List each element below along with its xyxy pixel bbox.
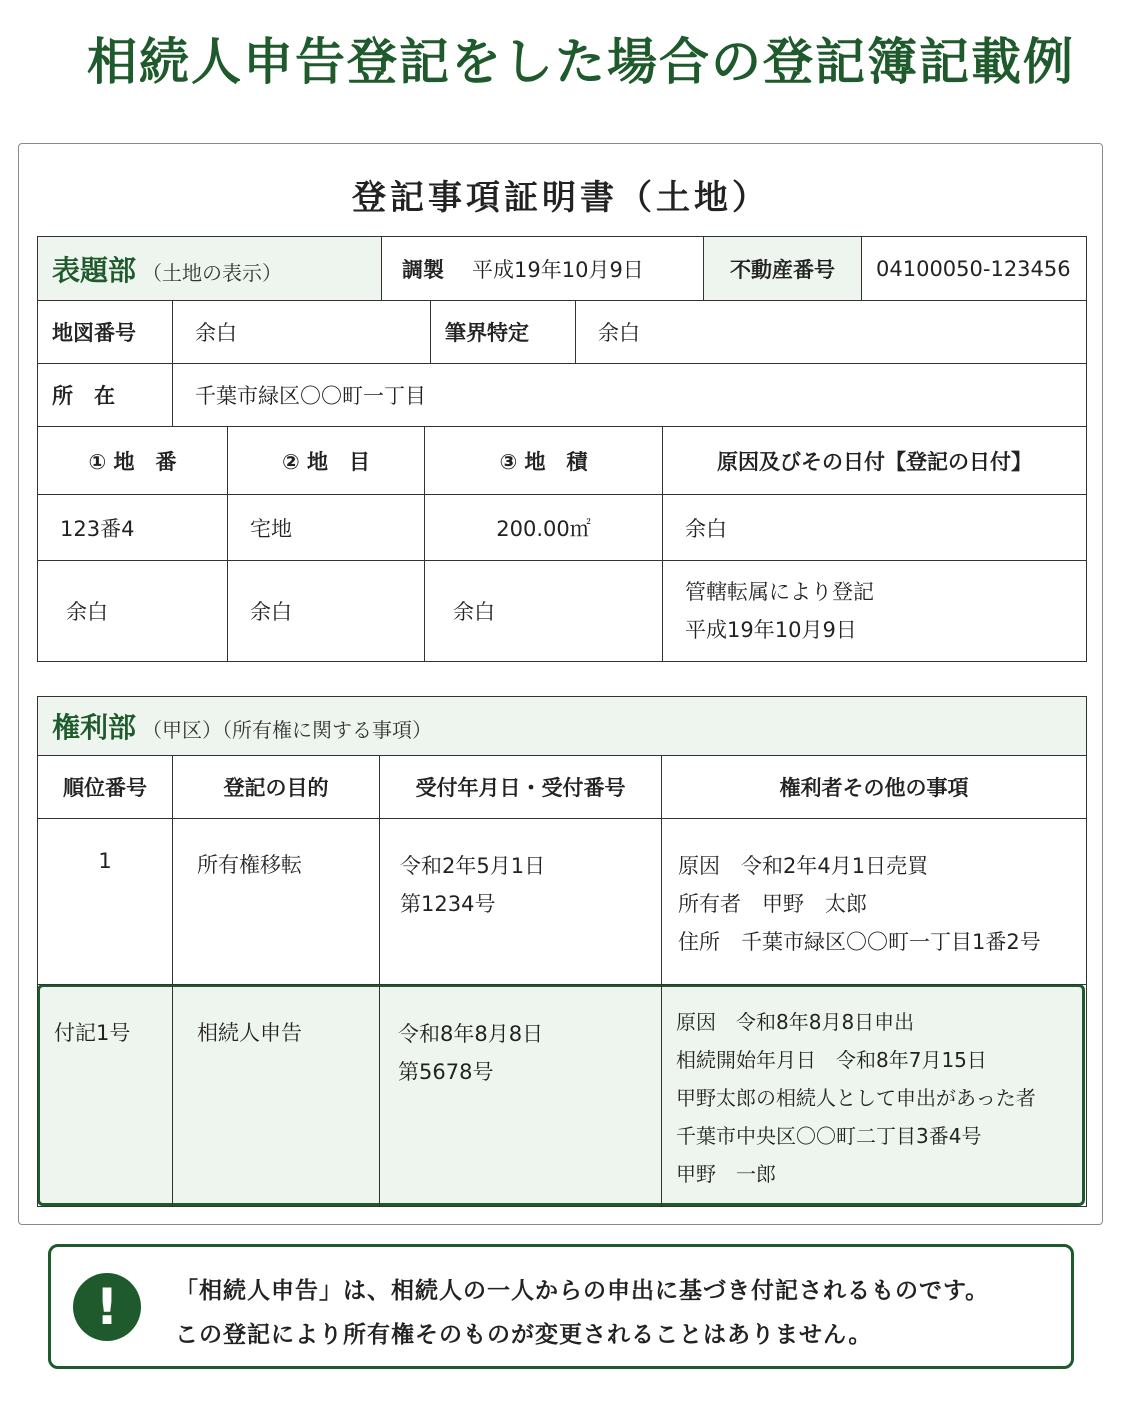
note-line1: 「相続人申告」は、相続人の一人からの申出に基づき付記されるものです。	[175, 1278, 990, 1304]
row1-receipt	[380, 819, 662, 985]
shozai-label: 所 在	[38, 364, 173, 427]
hyodai-header-table	[37, 236, 1087, 301]
certificate-title: 登記事項証明書（土地）	[352, 178, 770, 218]
col-rank: 順位番号	[38, 756, 173, 819]
chiseki-value: 200.00㎡	[425, 495, 663, 561]
chiban-blank: 余白	[38, 561, 228, 662]
gen-in-transfer-line1: 管轄転属により登記	[685, 580, 874, 604]
chizu-label: 地図番号	[38, 301, 173, 364]
col-receipt: 受付年月日・受付番号	[380, 756, 662, 819]
chiseki-blank: 余白	[425, 561, 663, 662]
row2-rank: 付記1号	[38, 985, 173, 1207]
row2-detail-line: 甲野太郎の相続人として申出があった者	[676, 1086, 1036, 1110]
hikkai-label: 筆界特定	[431, 301, 576, 364]
row2-date: 令和8年8月8日	[398, 1022, 544, 1046]
row2-detail-line: 相続開始年月日 令和8年7月15日	[676, 1048, 987, 1072]
row1-purpose: 所有権移転	[173, 819, 380, 985]
row2-number: 第5678号	[398, 1060, 494, 1084]
hyodai-label: 表題部	[52, 253, 137, 287]
chimoku-value: 宅地	[228, 495, 425, 561]
chimoku-blank: 余白	[228, 561, 425, 662]
shozai-value: 千葉市緑区〇〇町一丁目	[173, 364, 1087, 427]
chosei-value: 平成19年10月9日	[472, 257, 644, 282]
row2-receipt	[380, 985, 662, 1207]
gen-in-value: 余白	[663, 495, 1087, 561]
kenri-sub: （甲区）（所有権に関する事項）	[142, 718, 433, 742]
note-box	[48, 1244, 1074, 1369]
row2-detail-line: 千葉市中央区〇〇町二丁目3番4号	[676, 1124, 982, 1148]
col-details: 権利者その他の事項	[662, 756, 1087, 819]
row1-number: 第1234号	[400, 892, 496, 916]
gen-in-transfer	[663, 561, 1087, 662]
row1-detail-line: 所有者 甲野 太郎	[678, 892, 867, 916]
row2-detail-line: 原因 令和8年8月8日申出	[676, 1010, 915, 1034]
row2-details	[662, 985, 1087, 1207]
row2-purpose: 相続人申告	[173, 985, 380, 1207]
note-text	[175, 1269, 989, 1357]
col-chimoku: ② 地 目	[228, 427, 425, 495]
row1-details	[662, 819, 1087, 985]
row2-detail-line: 甲野 一郎	[676, 1162, 776, 1186]
kenri-label-cell	[38, 697, 1087, 756]
hyodai-info-table	[37, 300, 1087, 427]
kenri-table	[37, 696, 1087, 1207]
chosei-cell	[382, 237, 704, 301]
exclamation-icon: !	[73, 1273, 141, 1341]
col-gen-in: 原因及びその日付【登記の日付】	[663, 427, 1087, 495]
fudosan-label: 不動産番号	[704, 237, 862, 301]
land-table	[37, 426, 1087, 662]
col-chiseki: ③ 地 積	[425, 427, 663, 495]
row1-rank: 1	[38, 819, 173, 985]
hyodai-sub: （土地の表示）	[142, 260, 283, 285]
gen-in-transfer-line2: 平成19年10月9日	[685, 618, 857, 642]
note-line2: この登記により所有権そのものが変更されることはありません。	[175, 1322, 873, 1348]
page-title: 相続人申告登記をした場合の登記簿記載例	[87, 33, 1075, 91]
hyodai-label-cell	[38, 237, 382, 301]
col-purpose: 登記の目的	[173, 756, 380, 819]
chosei-label: 調製	[402, 257, 444, 282]
col-chiban: ① 地 番	[38, 427, 228, 495]
row1-date: 令和2年5月1日	[400, 854, 546, 878]
chizu-value: 余白	[173, 301, 431, 364]
hikkai-value: 余白	[576, 301, 1087, 364]
fudosan-value: 04100050-123456	[862, 237, 1087, 301]
row1-detail-line: 原因 令和2年4月1日売買	[678, 854, 929, 878]
chiban-value: 123番4	[38, 495, 228, 561]
kenri-label: 権利部	[52, 711, 137, 744]
row1-detail-line: 住所 千葉市緑区〇〇町一丁目1番2号	[678, 930, 1041, 954]
